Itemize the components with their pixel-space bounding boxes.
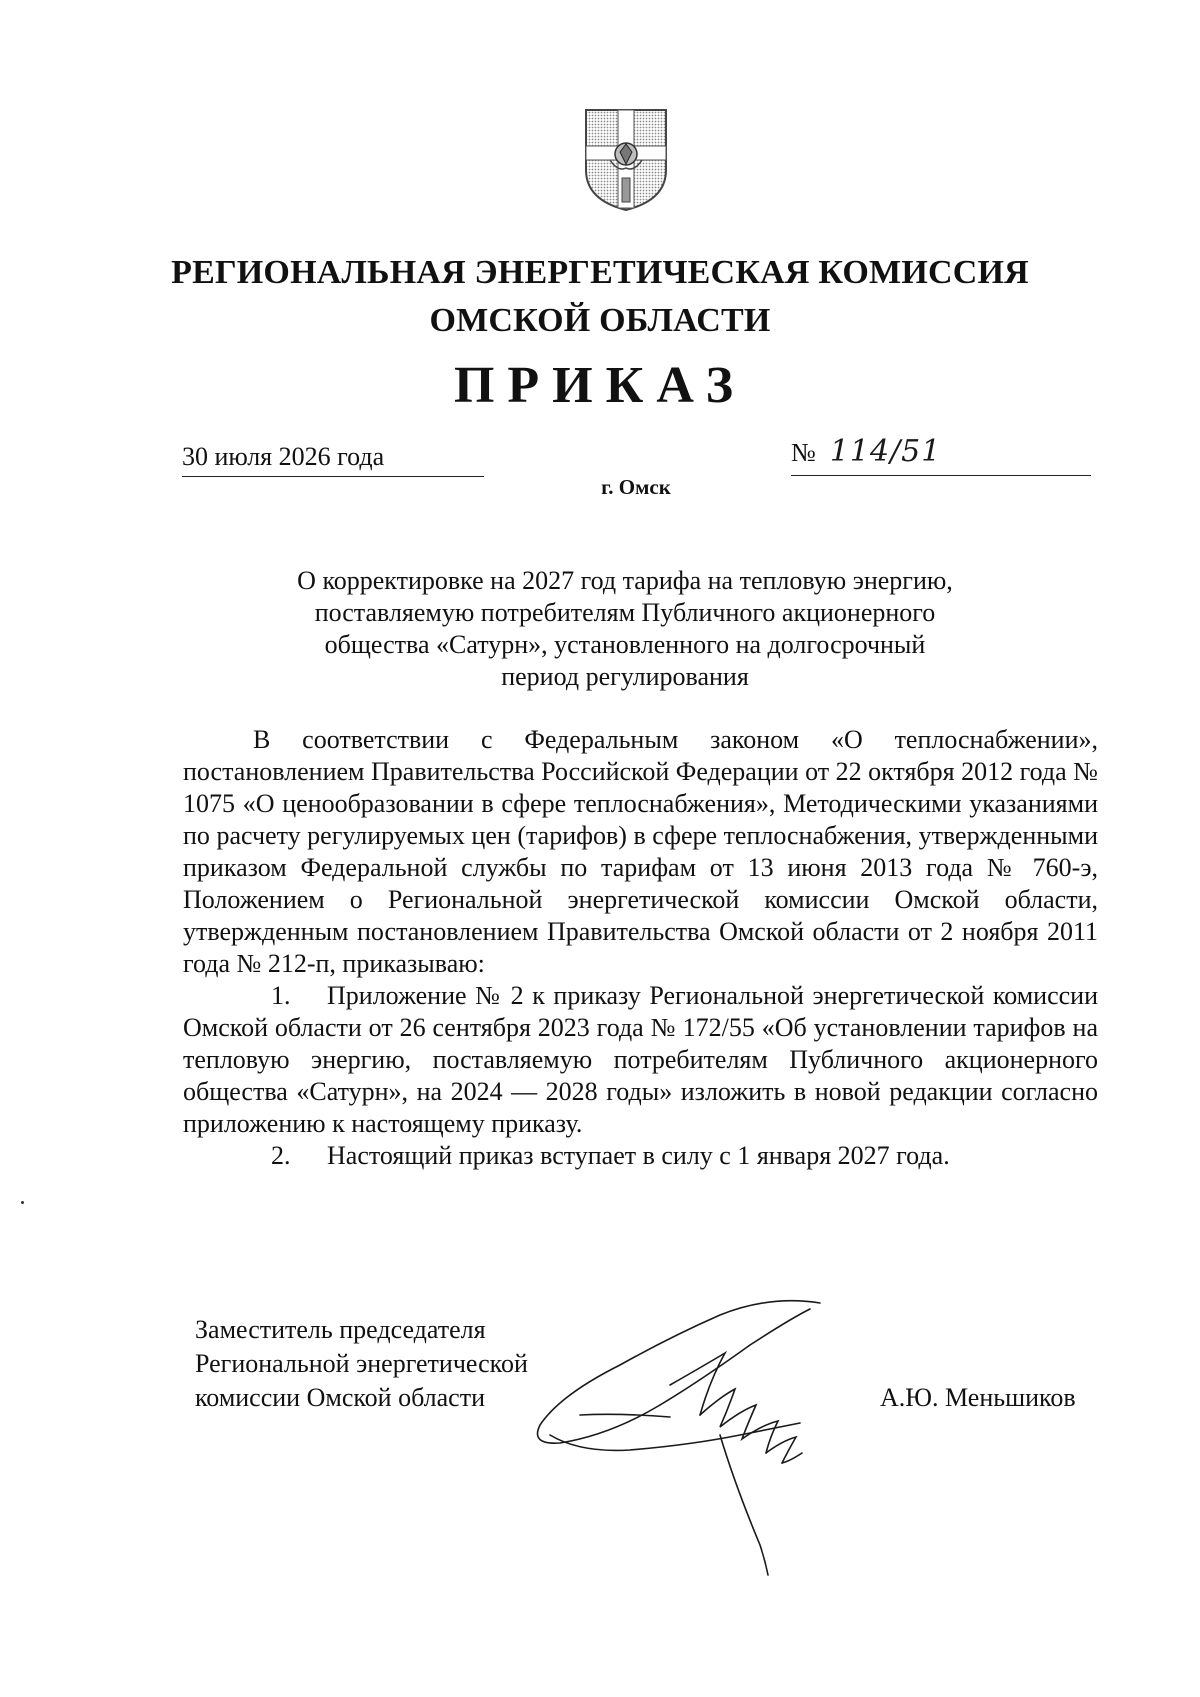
item-number: 2. — [271, 1141, 291, 1170]
item-number: 1. — [271, 981, 291, 1010]
signer-position-line: комиссии Омской области — [195, 1383, 485, 1412]
subject-line: общества «Сатурн», установленного на долгосрочный — [324, 630, 926, 659]
order-item-1 — [183, 980, 1098, 1140]
organization-name-line1: РЕГИОНАЛЬНАЯ ЭНЕРГЕТИЧЕСКАЯ КОМИССИЯ — [171, 254, 1029, 291]
preamble-paragraph: В соответствии с Федеральным законом «О теплоснабжении», постановлением Правительства Российской Федерации от 22 октября 2012 года № 1075 «О ценообразовании в сфере теплоснабжения», Методическими указаниями по расчету регулируемых цен (тарифов) в сфере теплоснабжения, утвержденными приказом Федеральной службы по тарифам от 13 июня 2013 года № 760-э, Положением о Региональной энергетической комиссии Омской области, утвержденным постановлением Правительства Омской области от 2 ноября 2011 года № 212-п, приказываю: — [183, 725, 1098, 978]
scan-speck — [21, 1201, 24, 1204]
subject-line: поставляемую потребителям Публичного акционерного — [314, 598, 936, 627]
signer-name: А.Ю. Меньшиков — [880, 1383, 1076, 1412]
order-number: 114/51 — [829, 434, 942, 469]
item-text: Приложение № 2 к приказу Региональной энергетической комиссии Омской области от 26 сентября 2023 года № 172/55 «Об установлении тарифов на тепловую энергию, поставляемую потребителям Публичного акционерного общества «Сатурн», на 2024 — 2028 годы» изложить в новой редакции согласно приложению к настоящему приказу. — [183, 981, 1098, 1138]
order-subject — [240, 565, 1010, 693]
subject-line: период регулирования — [501, 662, 749, 691]
signer-position — [195, 1313, 528, 1415]
order-body — [183, 724, 1098, 1172]
coat-of-arms-emblem — [582, 108, 670, 212]
item-text: Настоящий приказ вступает в силу с 1 января 2027 года. — [327, 1141, 950, 1170]
signer-position-line: Региональной энергетической — [195, 1349, 528, 1378]
document-type-title: ПРИКАЗ — [453, 357, 747, 414]
order-number-label: № — [791, 438, 816, 467]
city: г. Омск — [601, 475, 671, 499]
organization-name-line2: ОМСКОЙ ОБЛАСТИ — [429, 302, 771, 339]
order-date-field — [182, 440, 484, 477]
subject-line: О корректировке на 2027 год тарифа на тепловую энергию, — [297, 566, 953, 595]
order-item-2 — [183, 1140, 1098, 1172]
order-number-field — [791, 432, 1091, 476]
signer-position-line: Заместитель председателя — [195, 1315, 486, 1344]
order-date: 30 июля 2026 года — [182, 442, 385, 471]
handwritten-signature — [520, 1285, 880, 1585]
